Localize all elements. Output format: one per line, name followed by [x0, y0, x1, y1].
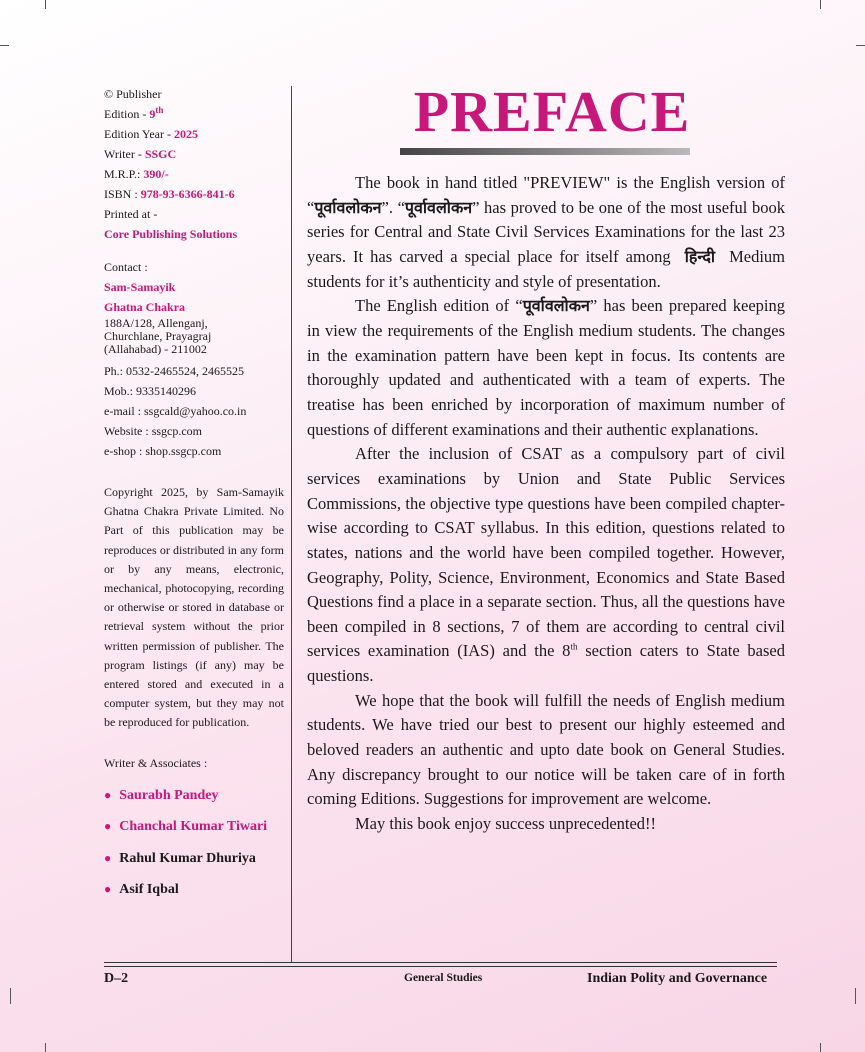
printed-at-label: Printed at - [104, 207, 158, 221]
writer-item: ● Saurabh Pandey [104, 787, 219, 803]
mrp-value: 390/- [143, 167, 169, 181]
mobile-line: Mob.: 9335140296 [104, 384, 197, 398]
email-line: e-mail : ssgcald@yahoo.co.in [104, 404, 247, 418]
hindi-word: पूर्वावलोकन [522, 296, 590, 316]
bullet-icon: ● [104, 819, 112, 834]
footer-book-title: Indian Polity and Governance [587, 971, 768, 986]
writer-item: ● Asif Iqbal [104, 882, 179, 898]
writer-item: ● Rahul Kumar Dhuriya [104, 850, 256, 866]
crop-mark [10, 988, 11, 1004]
title-underline [400, 148, 690, 155]
contact-name: Sam-Samayik [104, 280, 176, 294]
hindi-word: पूर्वावलोकन [314, 197, 382, 217]
isbn-line: ISBN : 978-93-6366-841-6 [104, 187, 235, 201]
writers-list [104, 780, 284, 906]
address-line: 188A/128, Allenganj, [104, 316, 208, 330]
publication-sidebar [104, 84, 284, 906]
contact-name: Ghatna Chakra [104, 300, 186, 314]
address-line: Churchlane, Prayagraj [104, 329, 212, 343]
preface-body [307, 171, 785, 837]
paragraph: We hope that the book will fulfill the needs of English medium students. We have tried our best to present our highly esteemed and beloved readers an authentic and upto date book on General Studies. Any discrepancy brought to our notice will be taken care of in forth coming Editions. Suggestions for improvement are welcome. [307, 690, 785, 809]
bullet-icon: ● [104, 882, 112, 897]
copyright-notice: Copyright 2025, by Sam-Samayik Ghatna Chakra Private Limited. No Part of this publication may be reproduces or distributed in any form or by any means, electronic, mechanical, photocopying, recording or otherwise or stored in database or retrieval system without the prior written permission of publisher. The program listings (if any) may be entered stored and executed in a computer system, but they may not be reproduced for publication. [104, 485, 284, 730]
crop-mark [0, 45, 9, 46]
website-line: Website : ssgcp.com [104, 424, 203, 438]
writer-value: SSGC [144, 147, 177, 161]
bullet-icon: ● [104, 787, 112, 802]
edition-year-value: 2025 [174, 127, 198, 141]
crop-mark [820, 0, 821, 9]
crop-mark [45, 0, 46, 9]
mrp-line: M.R.P.: 390/- [104, 167, 169, 181]
address-line: (Allahabad) - 211002 [104, 342, 207, 356]
writers-heading: Writer & Associates : [104, 755, 208, 770]
crop-mark [820, 1043, 821, 1052]
crop-mark [45, 1043, 46, 1052]
column-divider [291, 86, 292, 962]
edition-year-line: Edition Year - 2025 [104, 127, 198, 141]
writer-line: Writer - SSGC [104, 147, 177, 161]
hindi-word: पूर्वावलोकन [404, 197, 473, 217]
edition-line: Edition - 9th [104, 105, 164, 121]
crop-mark [855, 988, 856, 1004]
footer-subject: General Studies [404, 972, 483, 984]
page-title: PREFACE [413, 79, 691, 144]
paragraph: The book in hand titled "PREVIEW" is the English version of “पूर्वावलोकन”. “पूर्वावलोकन” has proved to be one of the most useful book series for Central and State Civil Services Examinations for the last 23 years. It has carved a special place for itself among हिन्दी Medium students for it’s authenticity and style of presentation. [307, 173, 786, 291]
edition-value: 9 [149, 107, 156, 121]
phone-line: Ph.: 0532-2465524, 2465525 [104, 364, 245, 378]
eshop-line: e-shop : shop.ssgcp.com [104, 444, 222, 458]
paragraph: After the inclusion of CSAT as a compulsory part of civil services examinations by Union and State Public Services Commissions, the objective type questions have been compiled chapter-wise according to CSAT syllabus. In this edition, questions related to states, nations and the world have been compiled together. However, Geography, Polity, Science, Environment, Economics and State Based Questions find a place in a separate section. Thus, all the questions have been compiled in 8 sections, 7 of them are according to central civil services examination (IAS) and the 8th section caters to State based questions. [307, 444, 785, 686]
footer-rule [104, 962, 777, 967]
paragraph: May this book enjoy success unprecedented!! [355, 814, 657, 834]
publisher-line: © Publisher [104, 87, 162, 101]
writer-item: ● Chanchal Kumar Tiwari [104, 819, 268, 835]
hindi-word: हिन्दी [684, 246, 715, 266]
bullet-icon: ● [104, 850, 112, 865]
contact-label: Contact : [104, 260, 148, 274]
crop-mark [856, 45, 865, 46]
page-number: D–2 [104, 971, 129, 986]
printed-at-value: Core Publishing Solutions [104, 227, 238, 241]
contact-block [104, 257, 284, 461]
paragraph: The English edition of “पूर्वावलोकन” has been prepared keeping in view the requirements of the English medium students. The changes in the examination pattern have been kept in focus. Its contents are thoroughly updated and authenticated with a team of experts. The treatise has been enriched by incorporation of maximum number of questions of different examinations and their authentic explanations. [307, 296, 785, 439]
isbn-value: 978-93-6366-841-6 [140, 187, 235, 201]
